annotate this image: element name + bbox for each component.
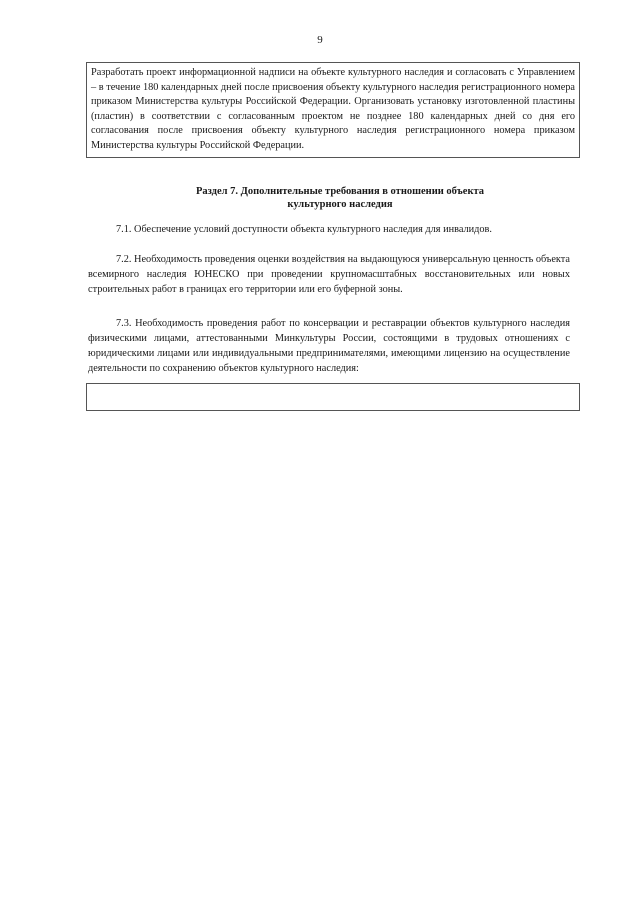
info-box: Разработать проект информационной надписи на объекте культурного наследия и согласовать с Управлением – в течение 180 календарных дней после присвоения объекту культурного наследия регистрационного номера приказом Министерства культуры Российской Федерации. Организовать установку изготовленной пластины (пластин) в соответствии с согласованным проектом не позднее 180 календарных дней со дня его согласования после присвоения объекту культурного наследия регистрационного номера приказом Министерства культуры Российской Федерации. — [86, 62, 580, 158]
section-heading — [150, 185, 530, 211]
page-number: 9 — [317, 34, 323, 46]
paragraph-7-3: 7.3. Необходимость проведения работ по консервации и реставрации объектов культурного наследия физическими лицами, аттестованными Минкультуры России, состоящими в трудовых отношениях с юридическими лицами или индивидуальными предпринимателями, имеющими лицензию на осуществление деятельности по сохранению объектов культурного наследия: — [88, 318, 570, 374]
paragraph-7-1: 7.1. Обеспечение условий доступности объекта культурного наследия для инвалидов. — [116, 224, 492, 235]
paragraph-7-2: 7.2. Необходимость проведения оценки воздействия на выдающуюся универсальную ценность объекта всемирного наследия ЮНЕСКО при проведении крупномасштабных восстановительных или новых строительных работ в границах его территории или его буферной зоны. — [88, 254, 570, 295]
section-heading-line-2: культурного наследия — [287, 199, 393, 210]
section-heading-line-1: Раздел 7. Дополнительные требования в отношении объекта — [195, 186, 485, 197]
empty-table-box — [86, 383, 580, 411]
